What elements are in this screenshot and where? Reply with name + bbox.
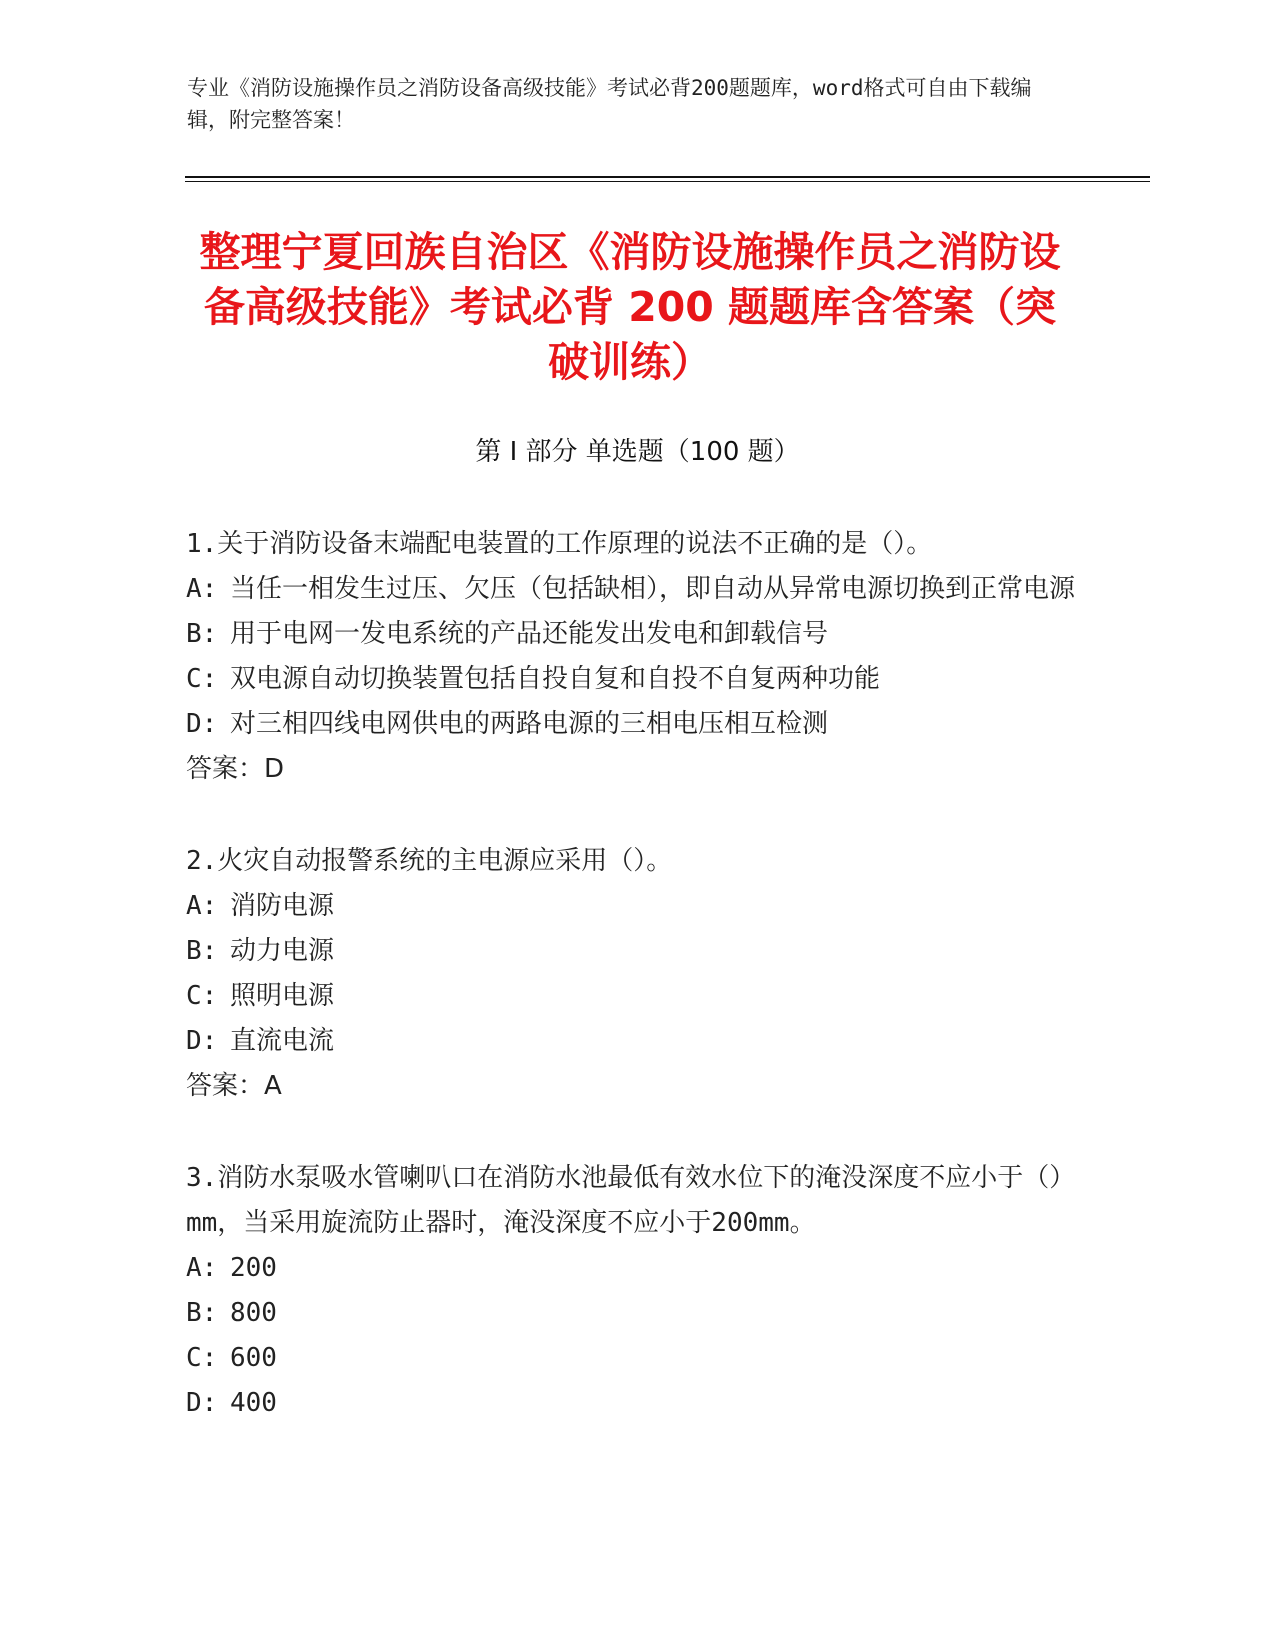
option-letter: D: <box>186 1388 218 1418</box>
question-item <box>186 839 1076 1109</box>
header-divider-thin <box>185 181 1150 182</box>
option-line <box>186 657 1076 702</box>
document-title: 整理宁夏回族自治区《消防设施操作员之消防设备高级技能》考试必背 200 题题库含答案（突破训练） <box>199 228 1061 386</box>
answer-line: 答案：A <box>186 1071 282 1101</box>
option-line <box>186 612 1076 657</box>
question-stem: 1.关于消防设备末端配电装置的工作原理的说法不正确的是（）。 <box>186 529 933 559</box>
option-line <box>186 929 1076 974</box>
option-line <box>186 567 1076 612</box>
option-letter: C: <box>186 1343 218 1373</box>
question-stem: 3.消防水泵吸水管喇叭口在消防水池最低有效水位下的淹没深度不应小于（）mm，当采用旋流防止器时，淹没深度不应小于200mm。 <box>186 1163 1076 1238</box>
option-text: 直流电流 <box>230 1026 335 1056</box>
option-text: 双电源自动切换装置包括自投自复和自投不自复两种功能 <box>230 664 881 694</box>
header-divider-thick <box>185 176 1150 178</box>
option-letter: B: <box>186 1298 218 1328</box>
option-letter: C: <box>186 981 218 1011</box>
option-text: 400 <box>230 1388 277 1418</box>
option-text: 照明电源 <box>230 981 335 1011</box>
option-letter: B: <box>186 619 218 649</box>
option-text: 消防电源 <box>230 891 335 921</box>
option-letter: A: <box>186 574 218 604</box>
section-title: 第 I 部分 单选题（100 题） <box>475 437 800 467</box>
option-text: 动力电源 <box>230 936 335 966</box>
option-line <box>186 702 1076 747</box>
option-letter: A: <box>186 891 218 921</box>
option-line <box>186 884 1076 929</box>
option-line <box>186 1019 1076 1064</box>
question-item <box>186 522 1076 792</box>
header-note: 专业《消防设施操作员之消防设备高级技能》考试必背200题题库，word格式可自由下载编辑，附完整答案！ <box>187 76 1032 132</box>
option-text: 600 <box>230 1343 277 1373</box>
option-text: 当任一相发生过压、欠压（包括缺相），即自动从异常电源切换到正常电源 <box>230 574 1076 604</box>
option-line <box>186 1381 1076 1426</box>
option-letter: C: <box>186 664 218 694</box>
option-line <box>186 1291 1076 1336</box>
option-line <box>186 974 1076 1019</box>
option-line <box>186 1246 1076 1291</box>
option-letter: B: <box>186 936 218 966</box>
option-letter: D: <box>186 709 218 739</box>
question-stem: 2.火灾自动报警系统的主电源应采用（）。 <box>186 846 673 876</box>
answer-line: 答案：D <box>186 754 285 784</box>
option-letter: D: <box>186 1026 218 1056</box>
question-list <box>186 522 1076 1473</box>
option-text: 对三相四线电网供电的两路电源的三相电压相互检测 <box>230 709 829 739</box>
option-text: 用于电网一发电系统的产品还能发出发电和卸载信号 <box>230 619 829 649</box>
option-text: 200 <box>230 1253 277 1283</box>
option-text: 800 <box>230 1298 277 1328</box>
option-letter: A: <box>186 1253 218 1283</box>
option-line <box>186 1336 1076 1381</box>
question-item <box>186 1156 1076 1426</box>
